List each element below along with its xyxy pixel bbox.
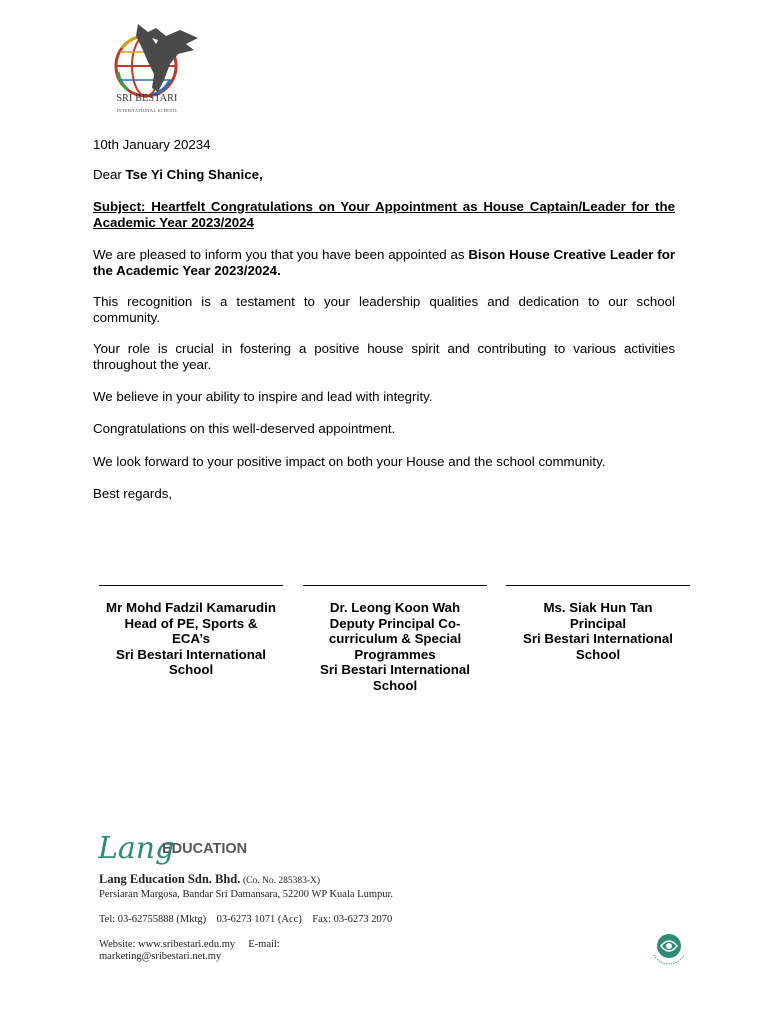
brand-word: EDUCATION <box>162 841 248 857</box>
paragraph-look-forward: We look forward to your positive impact on both your House and the school community. <box>93 454 606 469</box>
signature-line <box>303 585 487 586</box>
signature-block-head-pe <box>99 575 283 678</box>
school-subtitle: INTERNATIONAL SCHOOL <box>116 108 178 113</box>
paragraph-recognition: This recognition is a testament to your leadership qualities and dedication to our school community. <box>93 294 675 325</box>
signatory-name: Mr Mohd Fadzil Kamarudin <box>106 600 276 615</box>
closing: Best regards, <box>93 486 173 501</box>
signatory-org: Sri Bestari International School <box>320 662 470 693</box>
signatory-title: Head of PE, Sports & ECA’s <box>124 615 258 647</box>
paragraph-congratulations: Congratulations on this well-deserved appointment. <box>93 421 396 436</box>
signature-line <box>506 585 690 586</box>
paragraph-belief: We believe in your ability to inspire and lead with integrity. <box>93 389 433 404</box>
company-web-email: Website: www.sribestari.edu.my E-mail: marketing@sribestari.net.my <box>99 939 280 963</box>
school-name: SRI BESTARI <box>116 93 178 104</box>
signatory-name: Dr. Leong Koon Wah <box>329 600 461 615</box>
signatory-org: Sri Bestari International School <box>523 631 673 662</box>
signature-block-deputy-principal <box>303 575 487 694</box>
company-reg: (Co. No. 285383-X) <box>243 876 321 886</box>
paragraph-appointment <box>93 247 675 278</box>
signatory-text <box>99 600 283 678</box>
paragraph-role: Your role is crucial in fostering a positive house spirit and contributing to various activities throughout the year. <box>93 341 675 372</box>
signatory-title: Deputy Principal Co-curriculum & Special Programmes <box>328 615 462 662</box>
appointment-role: Bison House Creative Leader for the Academic Year 2023/2024. <box>93 247 675 278</box>
company-name: Lang Education Sdn. Bhd. <box>99 872 241 886</box>
signatory-text <box>506 600 690 662</box>
salutation-line <box>93 167 675 183</box>
letter-date: 10th January 20234 <box>93 137 211 152</box>
signature-block-principal <box>506 575 690 662</box>
recipient-name: Tse Yi Ching Shanice, <box>125 167 263 182</box>
signatory-text <box>303 600 487 694</box>
company-line <box>99 873 399 887</box>
signatory-org: Sri Bestari International School <box>116 646 266 678</box>
paragraph-appointment-text: We are pleased to inform you that you have been appointed as <box>93 247 465 262</box>
letter-subject: Subject: Heartfelt Congratulations on Your Appointment as House Captain/Leader for the Academic Year 2023/2024 <box>93 199 675 230</box>
signature-line <box>99 585 283 586</box>
signatory-name: Ms. Siak Hun Tan <box>543 600 653 615</box>
company-address: Persiaran Margosa, Bandar Sri Damansara, 52200 WP Kuala Lumpur. <box>99 889 394 900</box>
lang-education-logo-icon <box>98 828 258 872</box>
lang-seal-icon <box>648 927 690 969</box>
company-phones: Tel: 03-62755888 (Mktg) 03-6273 1071 (Acc) Fax: 03-6273 2070 <box>99 914 393 925</box>
signatory-title: Principal <box>569 615 627 631</box>
salutation: Dear <box>93 167 122 182</box>
brand-script: Lang <box>98 831 175 866</box>
